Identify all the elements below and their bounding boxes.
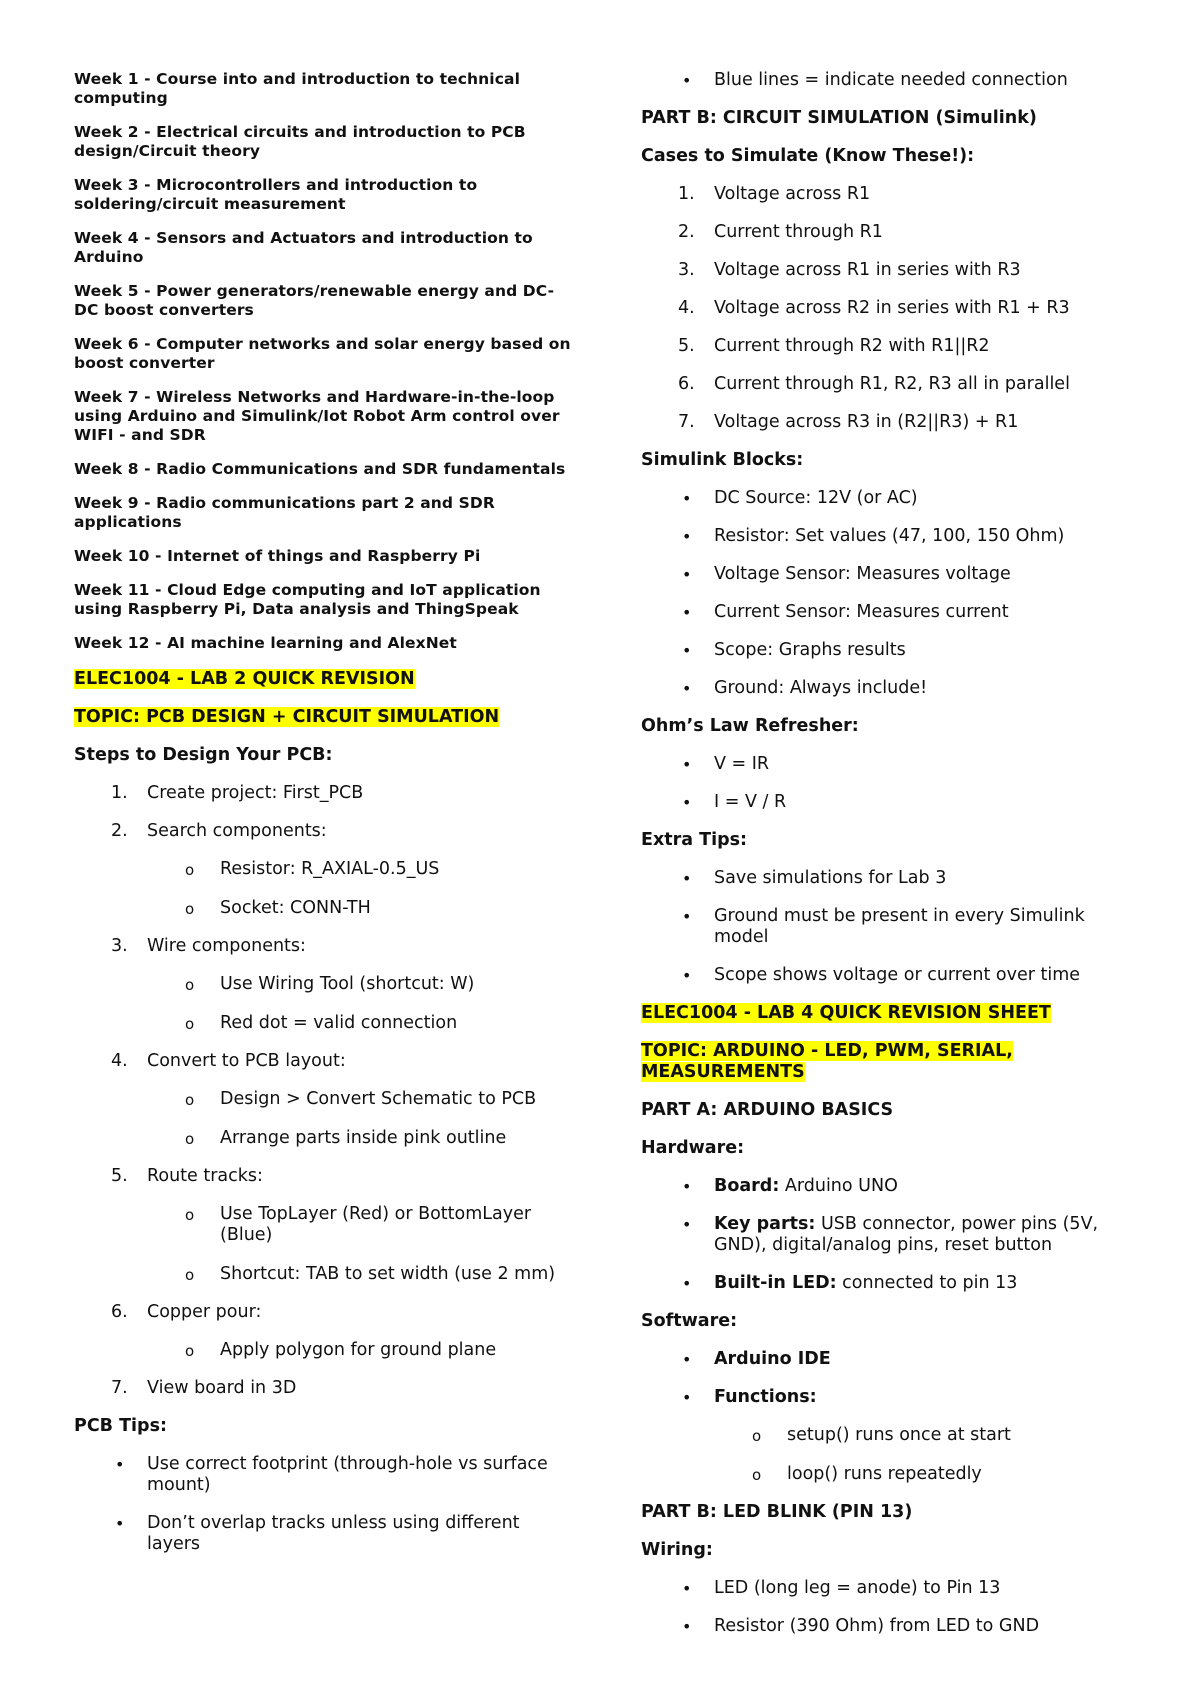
list-item: [641, 526, 1121, 547]
bullet-icon: •: [682, 1177, 692, 1196]
list-item: [641, 298, 1121, 319]
cases-heading: Cases to Simulate (Know These!):: [641, 146, 975, 166]
sub-bullet-icon: o: [752, 1466, 762, 1484]
lab2-topic: [74, 707, 574, 728]
list-item-text: Ground: Always include!: [714, 678, 928, 698]
sub-item-text: Use Wiring Tool (shortcut: W): [220, 974, 475, 994]
list-item-text: Save simulations for Lab 3: [714, 868, 947, 888]
steps-heading: Steps to Design Your PCB:: [74, 745, 333, 765]
lab2-topic-text: TOPIC: PCB DESIGN + CIRCUIT SIMULATION: [74, 707, 500, 727]
sub-item-text: Red dot = valid connection: [220, 1013, 458, 1033]
list-item: [641, 1616, 1121, 1637]
lab4-title-text: ELEC1004 - LAB 4 QUICK REVISION SHEET: [641, 1003, 1051, 1023]
ohms-law-list: [641, 754, 1121, 813]
bullet-icon: •: [682, 71, 692, 90]
list-item: [641, 678, 1121, 699]
list-item-text: Arduino IDE: [714, 1349, 831, 1369]
cases-list: [641, 184, 1121, 433]
step-text: Search components:: [147, 821, 327, 841]
wiring-heading: Wiring:: [641, 1540, 713, 1560]
list-item: [641, 412, 1121, 433]
sub-item-text: setup() runs once at start: [787, 1425, 1011, 1445]
step-number: 4.: [111, 1051, 128, 1071]
case-number: 4.: [678, 298, 695, 318]
list-item-text: Current through R1: [714, 222, 883, 242]
sub-item-text: Socket: CONN-TH: [220, 898, 371, 918]
case-number: 3.: [678, 260, 695, 280]
bullet-icon: •: [682, 869, 692, 888]
sub-bullet-icon: o: [185, 1130, 195, 1148]
bullet-icon: •: [682, 1388, 692, 1407]
hardware-label: Board:: [714, 1176, 780, 1196]
bullet-icon: •: [682, 1215, 692, 1234]
list-item: [641, 564, 1121, 585]
extra-tips-list: [641, 868, 1121, 986]
sub-item-text: Design > Convert Schematic to PCB: [220, 1089, 537, 1109]
list-item-text: Current through R1, R2, R3 all in parallel: [714, 374, 1070, 394]
list-item: [641, 374, 1121, 395]
step-number: 6.: [111, 1302, 128, 1322]
list-item: [641, 754, 1121, 775]
list-item-text: Functions:: [714, 1387, 817, 1407]
list-item: [74, 783, 574, 804]
sub-list: [147, 1204, 574, 1285]
part-a-heading: PART A: ARDUINO BASICS: [641, 1100, 894, 1120]
list-item: [641, 260, 1121, 281]
lab4-topic: [641, 1041, 1121, 1083]
sub-list: [147, 1089, 574, 1149]
sub-list: [147, 974, 574, 1034]
bullet-icon: •: [682, 679, 692, 698]
sub-bullet-icon: o: [185, 900, 195, 918]
hardware-heading: Hardware:: [641, 1138, 745, 1158]
list-item-text: Don’t overlap tracks unless using different layers: [147, 1513, 520, 1554]
bullet-icon: •: [682, 755, 692, 774]
list-item: [641, 965, 1121, 986]
sub-list: [147, 1340, 574, 1361]
sub-item-text: Use TopLayer (Red) or BottomLayer (Blue): [220, 1204, 532, 1245]
list-item-text: Resistor (390 Ohm) from LED to GND: [714, 1616, 1040, 1636]
list-item: [641, 906, 1121, 948]
step-number: 7.: [111, 1378, 128, 1398]
list-item: [74, 1302, 574, 1361]
sub-item: [74, 1340, 574, 1361]
list-item: [641, 184, 1121, 205]
bullet-icon: •: [682, 527, 692, 546]
list-item: [74, 1166, 574, 1285]
list-item-text: Scope: Graphs results: [714, 640, 906, 660]
bullet-icon: •: [682, 966, 692, 985]
bullet-icon: •: [682, 907, 692, 926]
case-number: 2.: [678, 222, 695, 242]
right-column: [641, 70, 1121, 1654]
list-item-text: Voltage across R1 in series with R3: [714, 260, 1021, 280]
list-item-text: I = V / R: [714, 792, 787, 812]
sub-item: [74, 1264, 574, 1285]
lab4-topic-text: TOPIC: ARDUINO - LED, PWM, SERIAL, MEASUREMENTS: [641, 1041, 1013, 1082]
list-item-text: DC Source: 12V (or AC): [714, 488, 918, 508]
sub-item: [74, 974, 574, 995]
step-text: Wire components:: [147, 936, 306, 956]
sub-bullet-icon: o: [185, 1206, 195, 1224]
bullet-icon: •: [682, 603, 692, 622]
week-item: Week 1 - Course into and introduction to technical computing: [74, 70, 520, 107]
hardware-label: Built-in LED:: [714, 1273, 837, 1293]
step-text: Copper pour:: [147, 1302, 262, 1322]
sub-bullet-icon: o: [185, 1091, 195, 1109]
list-item-text: Use correct footprint (through-hole vs surface mount): [147, 1454, 548, 1495]
list-item-text: Voltage Sensor: Measures voltage: [714, 564, 1011, 584]
bullet-icon: •: [115, 1514, 125, 1533]
week-item: Week 5 - Power generators/renewable energy and DC-DC boost converters: [74, 282, 555, 319]
week-item: Week 11 - Cloud Edge computing and IoT application using Raspberry Pi, Data analysis and ThingSpeak: [74, 581, 541, 618]
software-heading: Software:: [641, 1311, 738, 1331]
list-item-text: Voltage across R2 in series with R1 + R3: [714, 298, 1070, 318]
sub-item: [74, 859, 574, 880]
list-item-text: LED (long leg = anode) to Pin 13: [714, 1578, 1001, 1598]
week-item: Week 6 - Computer networks and solar energy based on boost converter: [74, 335, 571, 372]
list-item: [641, 70, 1121, 91]
step-number: 3.: [111, 936, 128, 956]
hardware-list: [641, 1176, 1121, 1294]
week-item: Week 9 - Radio communications part 2 and SDR applications: [74, 494, 495, 531]
list-item: [641, 1214, 1121, 1256]
list-item: [641, 602, 1121, 623]
list-item: [641, 1578, 1121, 1599]
sub-bullet-icon: o: [185, 1342, 195, 1360]
bullet-icon: •: [682, 1579, 692, 1598]
sub-item-text: loop() runs repeatedly: [787, 1464, 982, 1484]
week-item: Week 10 - Internet of things and Raspberry Pi: [74, 547, 481, 565]
list-item-text: Arduino UNO: [779, 1176, 898, 1196]
part-b-heading: PART B: CIRCUIT SIMULATION (Simulink): [641, 108, 1037, 128]
ohms-law-heading: Ohm’s Law Refresher:: [641, 716, 859, 736]
list-item: [641, 222, 1121, 243]
sub-item-text: Shortcut: TAB to set width (use 2 mm): [220, 1264, 556, 1284]
step-number: 5.: [111, 1166, 128, 1186]
bullet-icon: •: [682, 565, 692, 584]
sub-bullet-icon: o: [185, 976, 195, 994]
step-text: Route tracks:: [147, 1166, 263, 1186]
sub-item-text: Apply polygon for ground plane: [220, 1340, 497, 1360]
week-item: Week 2 - Electrical circuits and introduction to PCB design/Circuit theory: [74, 123, 526, 160]
list-item: [641, 336, 1121, 357]
list-item: [641, 1273, 1121, 1294]
step-text: View board in 3D: [147, 1378, 297, 1398]
simulink-blocks-list: [641, 488, 1121, 699]
pcb-tips-list-continued: [641, 70, 1121, 91]
sub-item: [74, 898, 574, 919]
list-item-text: Voltage across R3 in (R2||R3) + R1: [714, 412, 1019, 432]
list-item-text: Scope shows voltage or current over time: [714, 965, 1081, 985]
list-item-text: Ground must be present in every Simulink model: [714, 906, 1085, 947]
list-item: [641, 792, 1121, 813]
list-item: [74, 1378, 574, 1399]
sub-bullet-icon: o: [185, 1015, 195, 1033]
sub-item: [74, 1013, 574, 1034]
lab2-title-text: ELEC1004 - LAB 2 QUICK REVISION: [74, 669, 415, 689]
list-item-text: Current Sensor: Measures current: [714, 602, 1009, 622]
sub-item: [74, 1089, 574, 1110]
sub-item: [74, 1204, 574, 1246]
sub-list: [714, 1425, 1121, 1485]
step-number: 2.: [111, 821, 128, 841]
part-b-led-heading: PART B: LED BLINK (PIN 13): [641, 1502, 913, 1522]
list-item: [641, 1349, 1121, 1370]
list-item-text: V = IR: [714, 754, 770, 774]
list-item: [641, 868, 1121, 889]
list-item: [641, 1176, 1121, 1197]
sub-item-text: Arrange parts inside pink outline: [220, 1128, 507, 1148]
software-list: [641, 1349, 1121, 1485]
sub-item: [74, 1128, 574, 1149]
case-number: 6.: [678, 374, 695, 394]
steps-list: [74, 783, 574, 1399]
bullet-icon: •: [682, 489, 692, 508]
list-item-text: connected to pin 13: [836, 1273, 1018, 1293]
hardware-label: Key parts:: [714, 1214, 816, 1234]
week-item: Week 7 - Wireless Networks and Hardware-in-the-loop using Arduino and Simulink/Iot Robot Arm control over WIFI - and SDR: [74, 388, 560, 444]
bullet-icon: •: [682, 1350, 692, 1369]
bullet-icon: •: [115, 1455, 125, 1474]
list-item-text: Voltage across R1: [714, 184, 871, 204]
pcb-tips-list: [74, 1454, 574, 1555]
case-number: 5.: [678, 336, 695, 356]
step-text: Convert to PCB layout:: [147, 1051, 346, 1071]
list-item: [641, 640, 1121, 661]
extra-tips-heading: Extra Tips:: [641, 830, 748, 850]
list-item: [74, 821, 574, 919]
bullet-icon: •: [682, 1617, 692, 1636]
list-item: [74, 936, 574, 1034]
week-item: Week 4 - Sensors and Actuators and introduction to Arduino: [74, 229, 533, 266]
pcb-tips-heading: PCB Tips:: [74, 1416, 167, 1436]
bullet-icon: •: [682, 793, 692, 812]
week-item: Week 3 - Microcontrollers and introduction to soldering/circuit measurement: [74, 176, 478, 213]
sub-item: [641, 1425, 1121, 1446]
list-item: [74, 1513, 574, 1555]
sub-item-text: Resistor: R_AXIAL-0.5_US: [220, 859, 440, 879]
list-item-text: Current through R2 with R1||R2: [714, 336, 990, 356]
step-text: Create project: First_PCB: [147, 783, 364, 803]
week-item: Week 8 - Radio Communications and SDR fundamentals: [74, 460, 566, 478]
wiring-list: [641, 1578, 1121, 1637]
sub-bullet-icon: o: [185, 1266, 195, 1284]
week-list: [74, 70, 574, 653]
bullet-icon: •: [682, 641, 692, 660]
case-number: 7.: [678, 412, 695, 432]
simulink-blocks-heading: Simulink Blocks:: [641, 450, 804, 470]
left-column: [74, 70, 574, 1572]
list-item-text: USB connector, power pins (5V, GND), digital/analog pins, reset button: [714, 1214, 1099, 1255]
sub-bullet-icon: o: [752, 1427, 762, 1445]
sub-list: [147, 859, 574, 919]
list-item: [74, 1454, 574, 1496]
week-item: Week 12 - AI machine learning and AlexNet: [74, 634, 457, 652]
list-item-text: Blue lines = indicate needed connection: [714, 70, 1068, 90]
bullet-icon: •: [682, 1274, 692, 1293]
lab2-title: [74, 669, 574, 690]
list-item: [641, 488, 1121, 509]
case-number: 1.: [678, 184, 695, 204]
list-item: [74, 1051, 574, 1149]
step-number: 1.: [111, 783, 128, 803]
sub-item: [641, 1464, 1121, 1485]
list-item: [641, 1387, 1121, 1485]
lab4-title: [641, 1003, 1121, 1024]
list-item-text: Resistor: Set values (47, 100, 150 Ohm): [714, 526, 1065, 546]
sub-bullet-icon: o: [185, 861, 195, 879]
